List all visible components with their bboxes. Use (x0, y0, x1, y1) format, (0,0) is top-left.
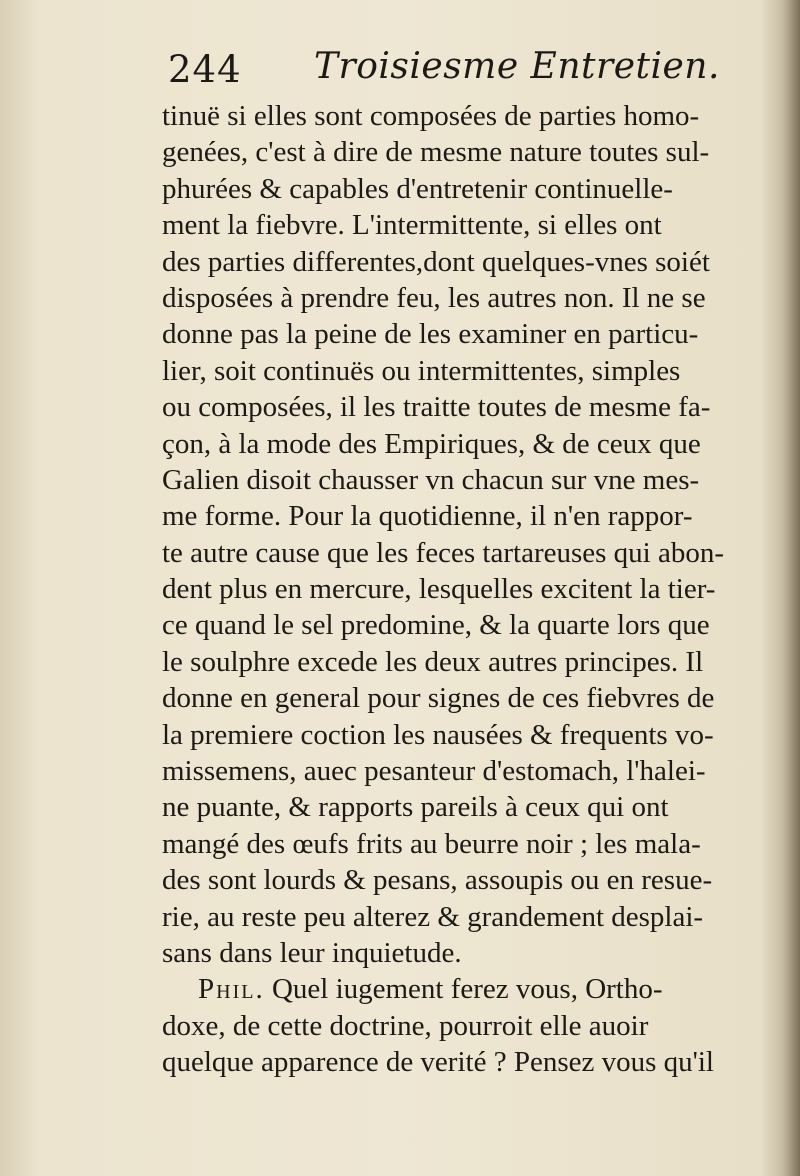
text-line: missemens, auec pesanteur d'estomach, l'halei- (162, 755, 706, 788)
text-line: donne pas la peine de les examiner en particu- (162, 318, 699, 351)
text-line: me forme. Pour la quotidienne, il n'en rappor- (162, 500, 693, 533)
text-line: çon, à la mode des Empiriques, & de ceux que (162, 427, 701, 460)
text-line: disposées à prendre feu, les autres non. Il ne se (162, 281, 706, 314)
text-line: dent plus en mercure, lesquelles excitent la tier- (162, 573, 716, 606)
speaker-name: Phil. (198, 973, 265, 1006)
text-line: phurées & capables d'entretenir continuelle- (162, 172, 673, 205)
text-line: la premiere coction les nausées & frequents vo- (162, 718, 714, 751)
text-line: lier, soit continuës ou intermittentes, simples (162, 354, 681, 387)
text-line: des parties differentes,dont quelques-vnes soiét (162, 245, 710, 278)
dialogue-line: quelque apparence de verité ? Pensez vous qu'il (162, 1046, 714, 1079)
text-line: rie, au reste peu alterez & grandement desplai- (162, 900, 704, 933)
text-line: ne puante, & rapports pareils à ceux qui ont (162, 791, 669, 824)
text-line: des sont lourds & pesans, assoupis ou en resue- (162, 864, 713, 897)
text-line: Galien disoit chausser vn chacun sur vne mes- (162, 463, 700, 496)
text-line: tinuë si elles sont composées de parties homo- (162, 100, 700, 132)
text-line: ce quand le sel predomine, & la quarte lors que (162, 609, 710, 642)
text-line: mangé des œufs frits au beurre noir ; les mala- (162, 827, 701, 860)
body-text (162, 98, 758, 1081)
text-line: ment la fiebvre. L'intermittente, si elles ont (162, 209, 662, 242)
page-header (168, 42, 748, 98)
text-line: donne en general pour signes de ces fiebvres de (162, 682, 715, 715)
text-line: ou composées, il les traitte toutes de mesme fa- (162, 391, 711, 424)
page-number: 244 (168, 48, 242, 91)
running-title: Troisiesme Entretien. (314, 46, 720, 87)
text-line: le soulphre excede les deux autres principes. Il (162, 645, 704, 678)
dialogue-text: Quel iugement ferez vous, Ortho- (271, 973, 663, 1006)
text-line: sans dans leur inquietude. (162, 936, 462, 969)
text-line: genées, c'est à dire de mesme nature toutes sul- (162, 136, 710, 169)
dialogue-line (162, 971, 758, 1007)
dialogue-line: doxe, de cette doctrine, pourroit elle auoir (162, 1009, 649, 1042)
page-edge-shadow (782, 0, 800, 1176)
text-line: te autre cause que les feces tartareuses qui abon- (162, 536, 725, 569)
